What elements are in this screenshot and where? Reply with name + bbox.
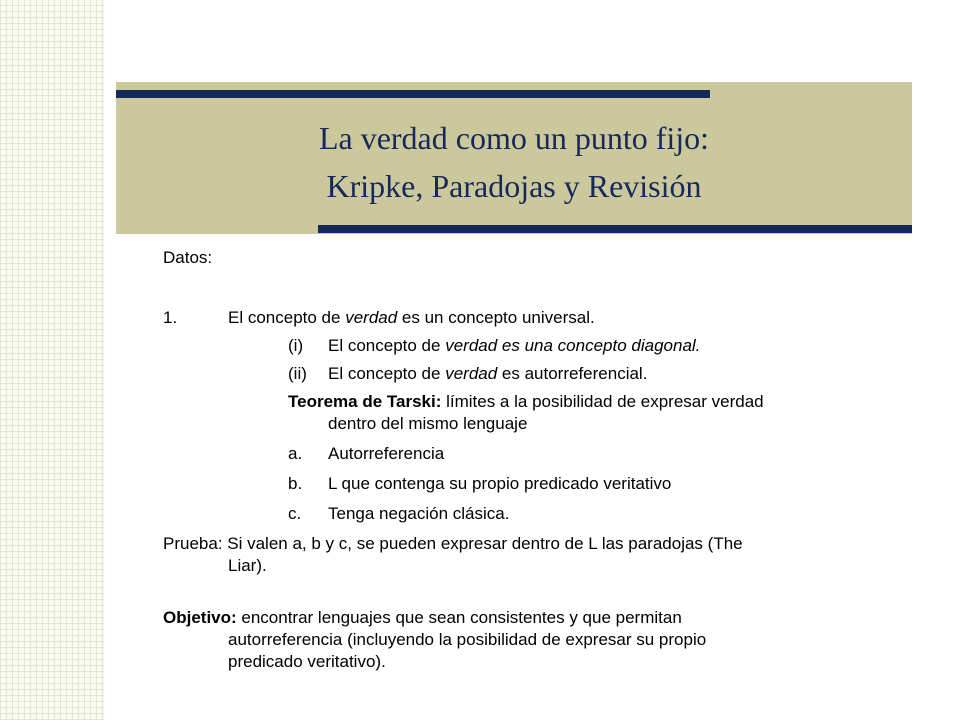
prueba-line-2: Liar). [228,556,267,575]
title-line-2: Kripke, Paradojas y Revisión [326,168,702,204]
tarski-rest: límites a la posibilidad de expresar verdad [441,392,764,411]
tarski-line-2: dentro del mismo lenguaje [328,414,528,433]
sub-ii-em: verdad [445,364,498,383]
sub-ii-pre: El concepto de [328,364,446,383]
cond-b-text: L que contenga su propio predicado veritativo [328,474,672,493]
sub-i-marker: (i) [288,336,304,355]
item-1-pre: El concepto de [228,308,346,327]
tarski-bold: Teorema de Tarski: [288,392,442,411]
item-1-number: 1. [163,308,178,327]
cond-b-marker: b. [288,474,303,493]
title-bar-top [116,90,710,98]
decorative-stripes [0,0,104,720]
item-1-text [228,307,595,329]
tarski-line-1 [288,391,764,413]
slide-title [116,114,912,210]
item-1-post: es un concepto universal. [397,308,595,327]
sub-i-text [328,335,700,357]
sub-ii-post: es autorreferencial. [497,364,648,383]
sub-i-pre: El concepto de [328,336,446,355]
item-1-em: verdad [345,308,398,327]
sub-i-em: verdad es una concepto diagonal. [445,336,701,355]
item-1 [163,307,177,329]
objetivo-line-3: predicado veritativo). [228,652,386,671]
objetivo-line-2: autorreferencia (incluyendo la posibilidad de expresar su propio [228,630,707,649]
objetivo-line-1 [163,607,682,629]
cond-c-text: Tenga negación clásica. [328,504,510,523]
cond-c-marker: c. [288,504,302,523]
datos-label: Datos: [163,248,213,267]
cond-a-marker: a. [288,444,303,463]
objetivo-rest: encontrar lenguajes que sean consistentes y que permitan [236,608,682,627]
sub-ii-text [328,363,647,385]
cond-a-text: Autorreferencia [328,444,445,463]
prueba-line-1: Prueba: Si valen a, b y c, se pueden expresar dentro de L las paradojas (The [163,534,743,553]
sub-ii-marker: (ii) [288,364,307,383]
title-bar-bottom [318,225,912,233]
title-line-1: La verdad como un punto fijo: [318,120,710,156]
objetivo-bold: Objetivo: [163,608,237,627]
